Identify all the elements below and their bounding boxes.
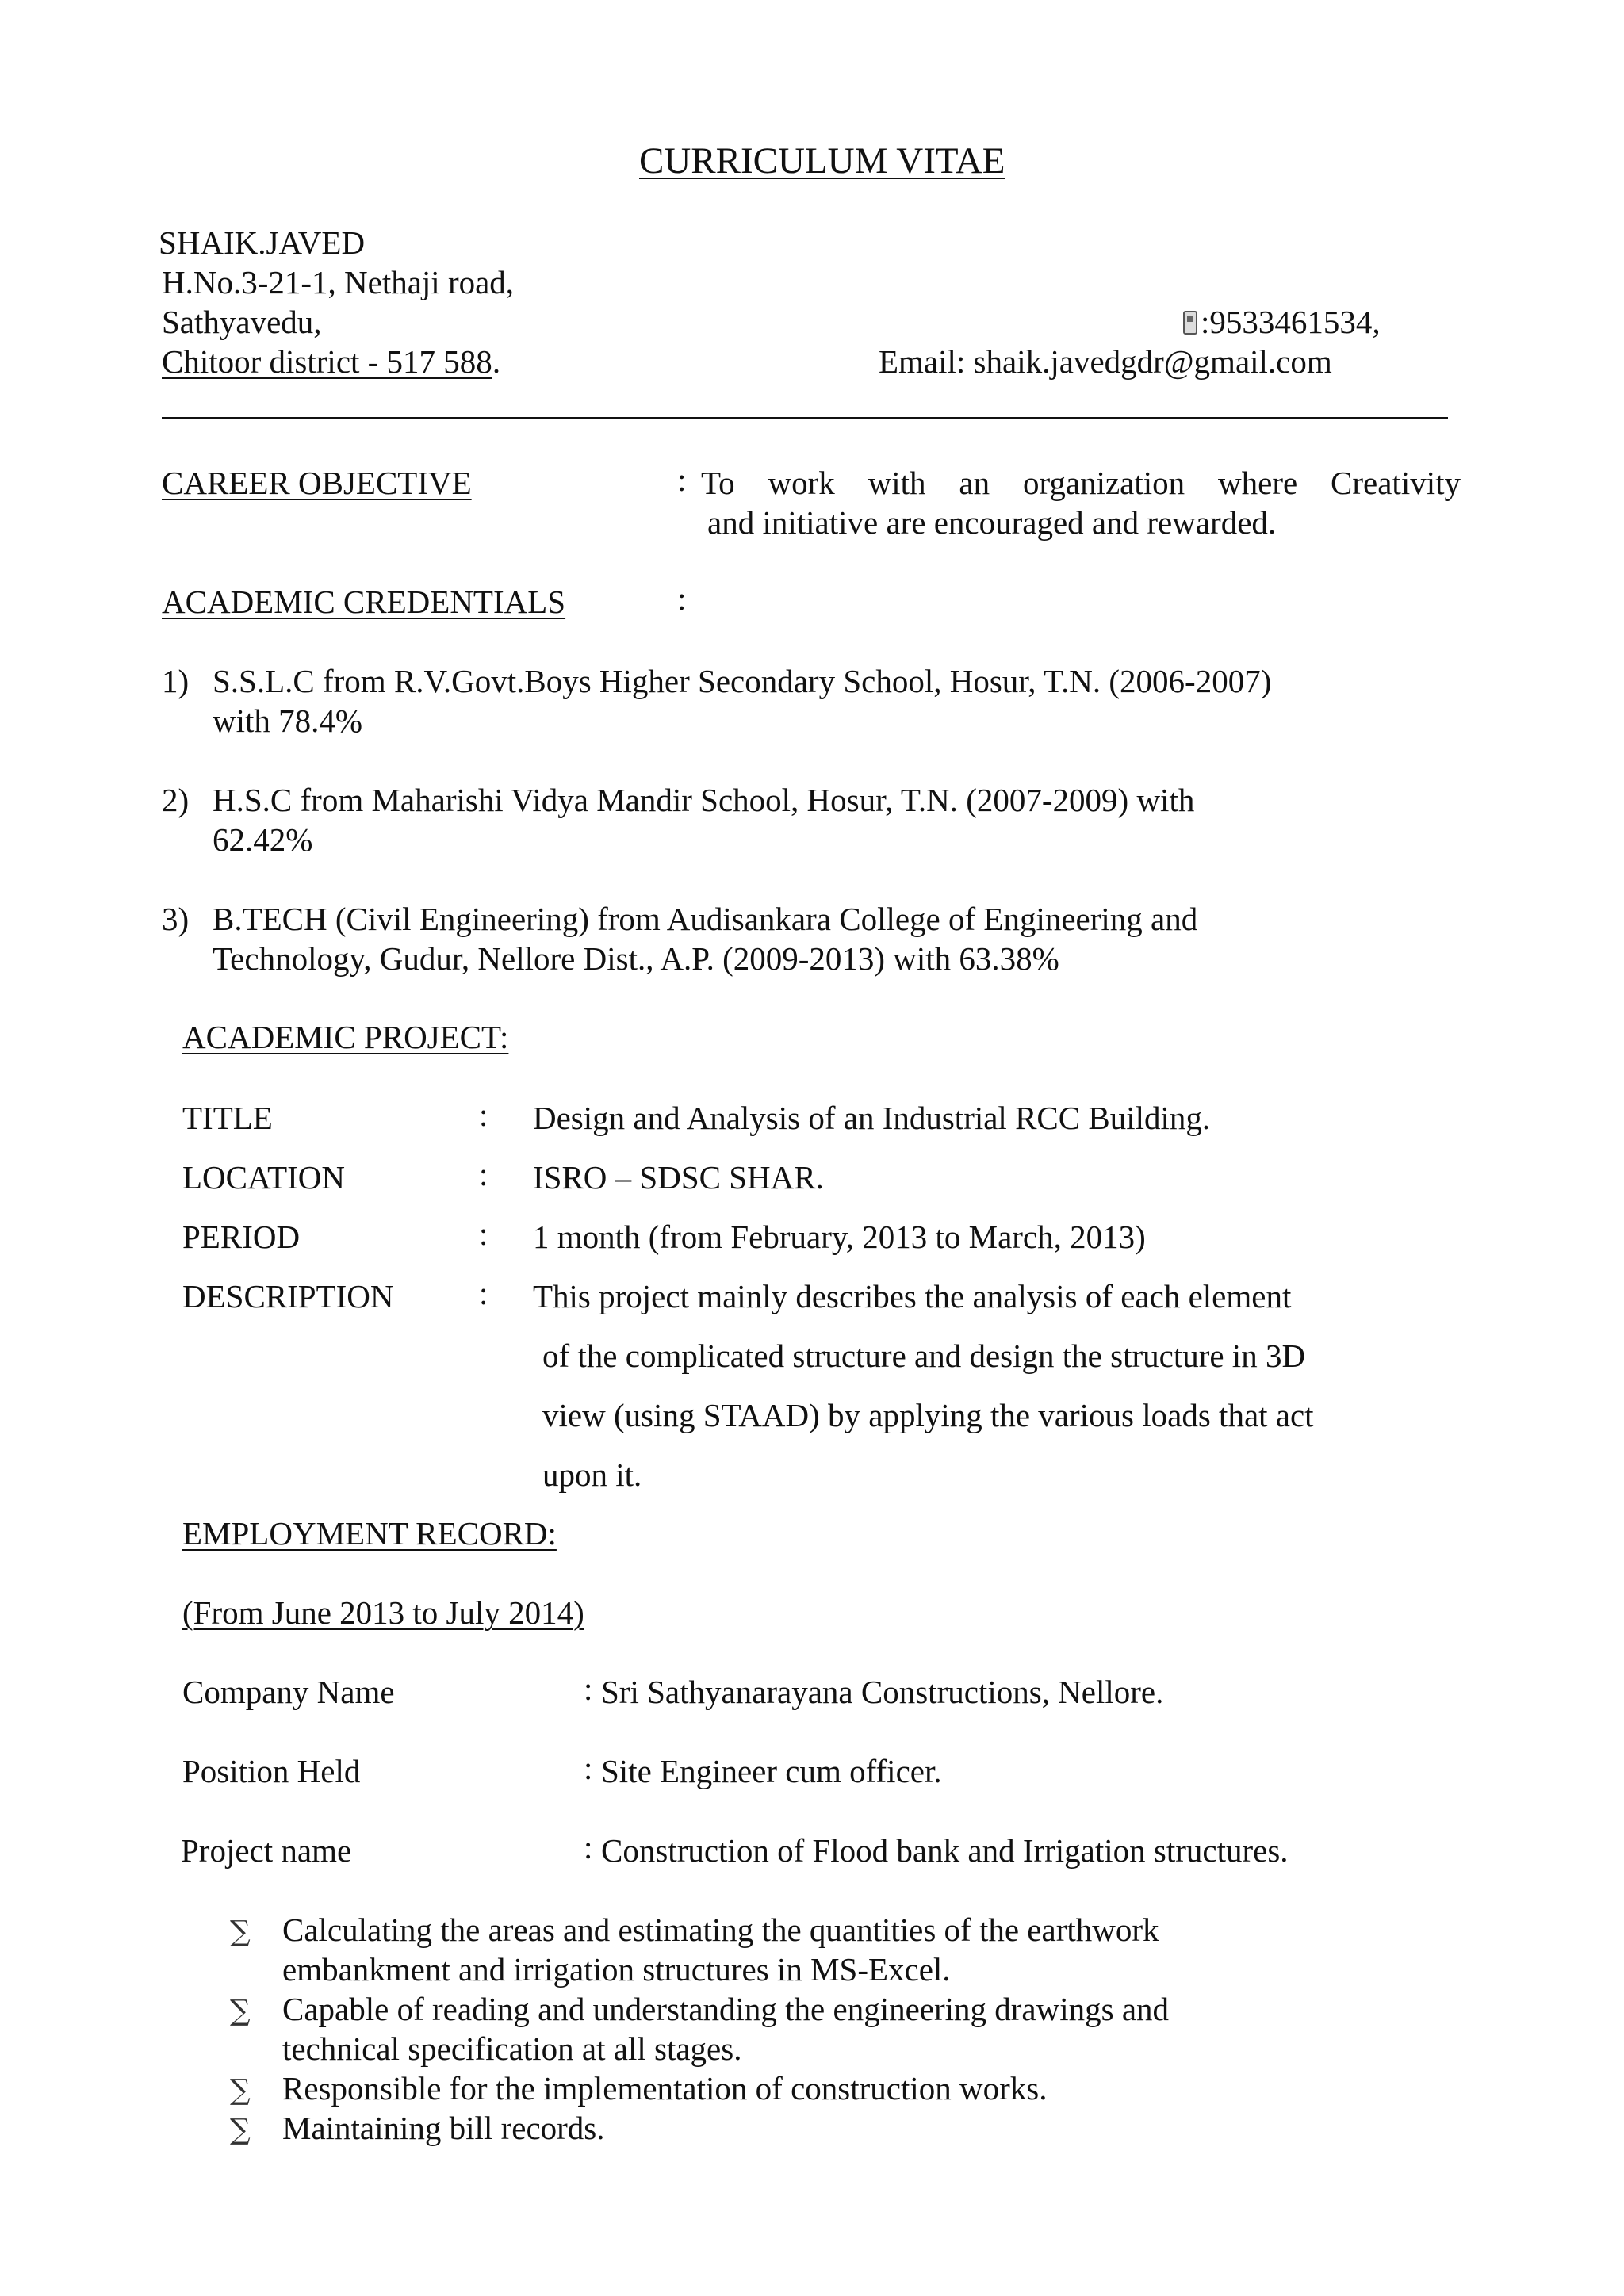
phone-text: :9533461534, — [1201, 304, 1381, 340]
address-district: Chitoor district - 517 588 — [162, 343, 492, 380]
credential-line-1 — [213, 899, 1197, 939]
responsibility-line-1: Maintaining bill records. — [282, 2110, 605, 2146]
employment-label: Position Held — [182, 1753, 361, 1789]
sigma-bullet-icon: ∑ — [230, 2114, 251, 2146]
academic-credentials-heading: ACADEMIC CREDENTIALS — [162, 584, 566, 620]
credential-number: 1) — [162, 663, 190, 699]
project-value: ISRO – SDSC SHAR. — [533, 1159, 824, 1196]
responsibility-line-2: technical specification at all stages. — [282, 2030, 742, 2067]
project-colon: : — [479, 1275, 488, 1311]
mobile-phone-icon — [1183, 311, 1197, 335]
credential-degree: H.S.C — [213, 782, 293, 818]
academic-credentials-colon: : — [677, 580, 687, 617]
career-objective-colon: : — [677, 461, 687, 498]
project-label: LOCATION — [182, 1159, 345, 1196]
career-objective-line-1: To work with an organization where Creativity — [701, 465, 1461, 501]
sigma-bullet-icon: ∑ — [230, 1995, 251, 2027]
career-objective-line-2: and initiative are encouraged and rewarded. — [707, 504, 1277, 541]
sigma-bullet-icon: ∑ — [230, 1915, 251, 1948]
credential-institution: from R.V.Govt.Boys Higher Secondary School, Hosur, T.N. (2006-2007) — [314, 663, 1272, 699]
credential-line-2: 62.42% — [213, 821, 313, 858]
responsibility-line-1: Capable of reading and understanding the engineering drawings and — [282, 1991, 1170, 2027]
project-value: 1 month (from February, 2013 to March, 2013) — [533, 1219, 1146, 1255]
project-value: Design and Analysis of an Industrial RCC Building. — [533, 1100, 1211, 1136]
responsibility-line-2: embankment and irrigation structures in MS-Excel. — [282, 1951, 951, 1988]
credential-degree: B.TECH (Civil Engineering) — [213, 901, 589, 937]
address-line-1: H.No.3-21-1, Nethaji road, — [162, 264, 515, 300]
credential-line-1 — [213, 780, 1194, 820]
employment-value: Construction of Flood bank and Irrigation structures. — [601, 1832, 1289, 1869]
employment-label: Project name — [181, 1832, 352, 1869]
credential-number: 2) — [162, 782, 190, 818]
project-colon: : — [479, 1096, 488, 1133]
email-address: Email: shaik.javedgdr@gmail.com — [879, 343, 1332, 380]
credential-line-2: with 78.4% — [213, 702, 363, 739]
credential-line-1 — [213, 661, 1271, 701]
candidate-name: SHAIK.JAVED — [159, 224, 366, 261]
address-period: . — [492, 343, 501, 380]
project-description-line: view (using STAAD) by applying the various loads that act — [542, 1397, 1314, 1433]
credential-institution: from Audisankara College of Engineering and — [588, 901, 1198, 937]
responsibility-line-1: Responsible for the implementation of construction works. — [282, 2070, 1048, 2107]
employment-colon: : — [584, 1750, 593, 1786]
header-divider — [162, 417, 1448, 419]
employment-label: Company Name — [182, 1674, 395, 1710]
employment-record-heading: EMPLOYMENT RECORD: — [182, 1515, 557, 1552]
employment-colon: : — [584, 1670, 593, 1707]
project-colon: : — [479, 1156, 488, 1192]
employment-value: Sri Sathyanarayana Constructions, Nellore. — [601, 1674, 1164, 1710]
academic-project-heading: ACADEMIC PROJECT: — [182, 1019, 509, 1055]
credential-line-2: Technology, Gudur, Nellore Dist., A.P. (2009-2013) with 63.38% — [213, 940, 1059, 977]
address-line-3 — [162, 342, 500, 381]
project-label: DESCRIPTION — [182, 1278, 394, 1314]
project-description-line: upon it. — [542, 1456, 642, 1493]
document-title: CURRICULUM VITAE — [639, 140, 1005, 182]
project-colon: : — [479, 1215, 488, 1252]
project-value: This project mainly describes the analysis of each element — [533, 1278, 1292, 1314]
project-description-line: of the complicated structure and design the structure in 3D — [542, 1337, 1306, 1374]
credential-number: 3) — [162, 901, 190, 937]
career-objective-heading: CAREER OBJECTIVE — [162, 465, 472, 501]
project-label: TITLE — [182, 1100, 273, 1136]
sigma-bullet-icon: ∑ — [230, 2074, 251, 2107]
employment-value: Site Engineer cum officer. — [601, 1753, 942, 1789]
employment-period: (From June 2013 to July 2014) — [182, 1594, 584, 1631]
credential-institution: from Maharishi Vidya Mandir School, Hosur, T.N. (2007-2009) with — [292, 782, 1195, 818]
project-label: PERIOD — [182, 1219, 301, 1255]
responsibility-line-1: Calculating the areas and estimating the quantities of the earthwork — [282, 1911, 1159, 1948]
address-line-2: Sathyavedu, — [162, 304, 322, 340]
phone-number — [1183, 302, 1381, 342]
employment-colon: : — [584, 1829, 593, 1866]
credential-degree: S.S.L.C — [213, 663, 315, 699]
